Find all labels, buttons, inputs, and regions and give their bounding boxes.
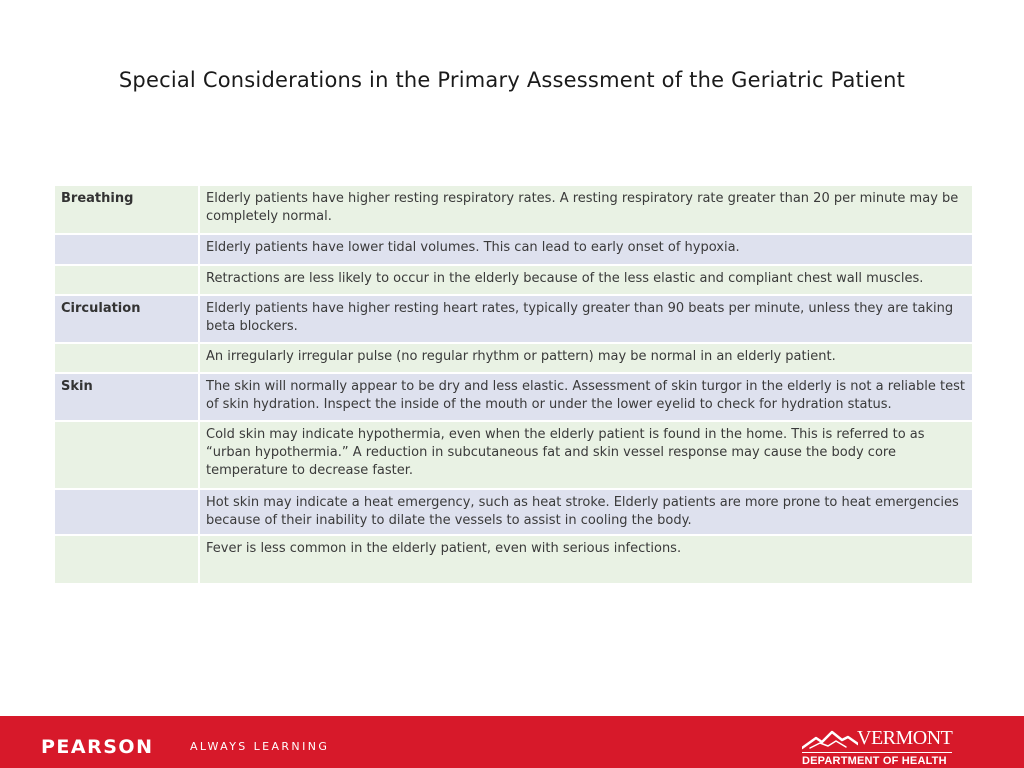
description-cell: Retractions are less likely to occur in the elderly because of the less elastic and compliant chest wall muscles.	[199, 265, 973, 295]
table-row	[54, 373, 973, 421]
category-cell	[54, 535, 199, 584]
category-cell: Breathing	[54, 185, 199, 234]
description-cell: Elderly patients have lower tidal volumes. This can lead to early onset of hypoxia.	[199, 234, 973, 265]
table-row	[54, 295, 973, 343]
assessment-table	[53, 184, 974, 585]
description-cell: Hot skin may indicate a heat emergency, such as heat stroke. Elderly patients are more prone to heat emergencies because of their inability to dilate the vessels to assist in cooling the body.	[199, 489, 973, 535]
assessment-table-container	[53, 184, 972, 581]
description-cell: The skin will normally appear to be dry and less elastic. Assessment of skin turgor in the elderly is not a reliable test of skin hydration. Inspect the inside of the mouth or under the lower eyelid to check for hydration status.	[199, 373, 973, 421]
description-cell: An irregularly irregular pulse (no regular rhythm or pattern) may be normal in an elderly patient.	[199, 343, 973, 373]
table-row	[54, 234, 973, 265]
category-cell	[54, 234, 199, 265]
description-cell: Fever is less common in the elderly patient, even with serious infections.	[199, 535, 973, 584]
category-cell: Skin	[54, 373, 199, 421]
table-row	[54, 185, 973, 234]
category-cell	[54, 265, 199, 295]
table-row	[54, 343, 973, 373]
table-row	[54, 489, 973, 535]
footer-tagline: ALWAYS LEARNING	[190, 740, 330, 753]
vermont-wordmark: VERMONT	[857, 727, 953, 749]
table-row	[54, 535, 973, 584]
mountain-logo-icon	[802, 728, 858, 750]
slide-title: Special Considerations in the Primary Assessment of the Geriatric Patient	[118, 68, 906, 92]
table-row	[54, 421, 973, 489]
department-name: DEPARTMENT OF HEALTH	[802, 755, 947, 767]
vermont-health-logo	[800, 724, 960, 768]
pearson-logo: PEARSON	[41, 736, 154, 758]
category-cell	[54, 421, 199, 489]
description-cell: Elderly patients have higher resting heart rates, typically greater than 90 beats per minute, unless they are taking beta blockers.	[199, 295, 973, 343]
category-cell	[54, 343, 199, 373]
table-row	[54, 265, 973, 295]
category-cell	[54, 489, 199, 535]
logo-divider	[802, 752, 952, 753]
description-cell: Elderly patients have higher resting respiratory rates. A resting respiratory rate greater than 20 per minute may be completely normal.	[199, 185, 973, 234]
category-cell: Circulation	[54, 295, 199, 343]
footer-bar	[0, 716, 1024, 768]
description-cell: Cold skin may indicate hypothermia, even when the elderly patient is found in the home. This is referred to as “urban hypothermia.” A reduction in subcutaneous fat and skin vessel response may cause the body core temperature to decrease faster.	[199, 421, 973, 489]
